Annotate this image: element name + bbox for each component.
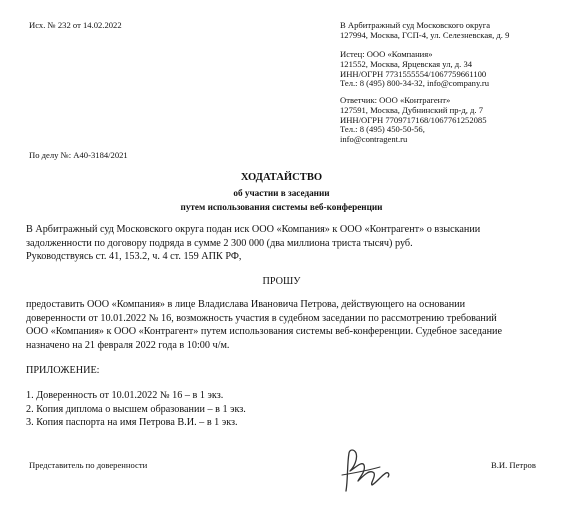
request-line-4: назначено на 21 февраля 2022 года в 10:00 ч/м. <box>26 339 230 351</box>
attachment-item: 1. Доверенность от 10.01.2022 № 16 – в 1 экз. <box>26 390 224 401</box>
intro-line-3: Руководствуясь ст. 41, 153.2, ч. 4 ст. 159 АПК РФ, <box>26 251 242 263</box>
document-subtitle-2: путем использования системы веб-конференции <box>180 202 383 212</box>
case-number: По делу №: А40-3184/2021 <box>29 150 128 160</box>
attachment-item: 2. Копия диплома о высшем образовании – в 1 экз. <box>26 403 246 415</box>
intro-line-1: В Арбитражный суд Московского округа подан иск ООО «Компания» к ООО «Контрагент» о взыскании <box>26 224 481 235</box>
defendant-phone: Тел.: 8 (495) 450-50-56, <box>340 124 425 135</box>
defendant-address: 127591, Москва, Дубнинский пр-д, д. 7 <box>340 104 484 115</box>
request-line-1: предоставить ООО «Компания» в лице Владислава Ивановича Петрова, действующего на основании <box>26 299 466 310</box>
request-line-2: доверенности от 10.01.2022 № 16, возможность участия в судебном заседании по рассмотрению требований <box>26 312 497 324</box>
court-address: 127994, Москва, ГСП-4, ул. Селезневская, д. 9 <box>340 29 510 40</box>
attachment-item: 3. Копия паспорта на имя Петрова В.И. – в 1 экз. <box>26 417 238 429</box>
request-paragraph <box>26 298 502 352</box>
handwritten-signature <box>336 445 396 495</box>
outgoing-number: Исх. № 232 от 14.02.2022 <box>29 20 122 30</box>
defendant-label: Ответчик: ООО «Контрагент» <box>340 95 451 105</box>
plaintiff-address: 121552, Москва, Ярцевская ул, д. 34 <box>340 58 473 69</box>
document-subtitle-1: об участии в заседании <box>233 188 330 198</box>
defendant-block <box>340 96 487 145</box>
plaintiff-block <box>340 50 489 89</box>
court-block <box>340 21 509 41</box>
plaintiff-contacts: Тел.: 8 (495) 800-34-32, info@company.ru <box>340 78 490 89</box>
defendant-email: info@contragent.ru <box>340 134 408 145</box>
intro-line-2: задолженности по договору подряда в сумме 2 300 000 (два миллиона триста тысяч) руб. <box>26 237 413 249</box>
plaintiff-label: Истец: ООО «Компания» <box>340 49 433 59</box>
attachments-heading: ПРИЛОЖЕНИЕ: <box>26 365 100 376</box>
court-name: В Арбитражный суд Московского округа <box>340 20 491 30</box>
request-line-3: ООО «Компания» к ООО «Контрагент» путем использования системы веб-конференции. Судебное заседание <box>26 326 503 338</box>
request-heading: ПРОШУ <box>262 276 301 287</box>
signature-name: В.И. Петров <box>491 460 536 470</box>
plaintiff-ids: ИНН/ОГРН 7731555554/1067759661100 <box>340 68 487 79</box>
defendant-ids: ИНН/ОГРН 7709717168/1067761252085 <box>340 114 487 125</box>
attachments-list <box>26 389 246 430</box>
document-title: ХОДАТАЙСТВО <box>240 172 323 183</box>
intro-paragraph <box>26 223 480 264</box>
signature-role: Представитель по доверенности <box>29 460 148 470</box>
